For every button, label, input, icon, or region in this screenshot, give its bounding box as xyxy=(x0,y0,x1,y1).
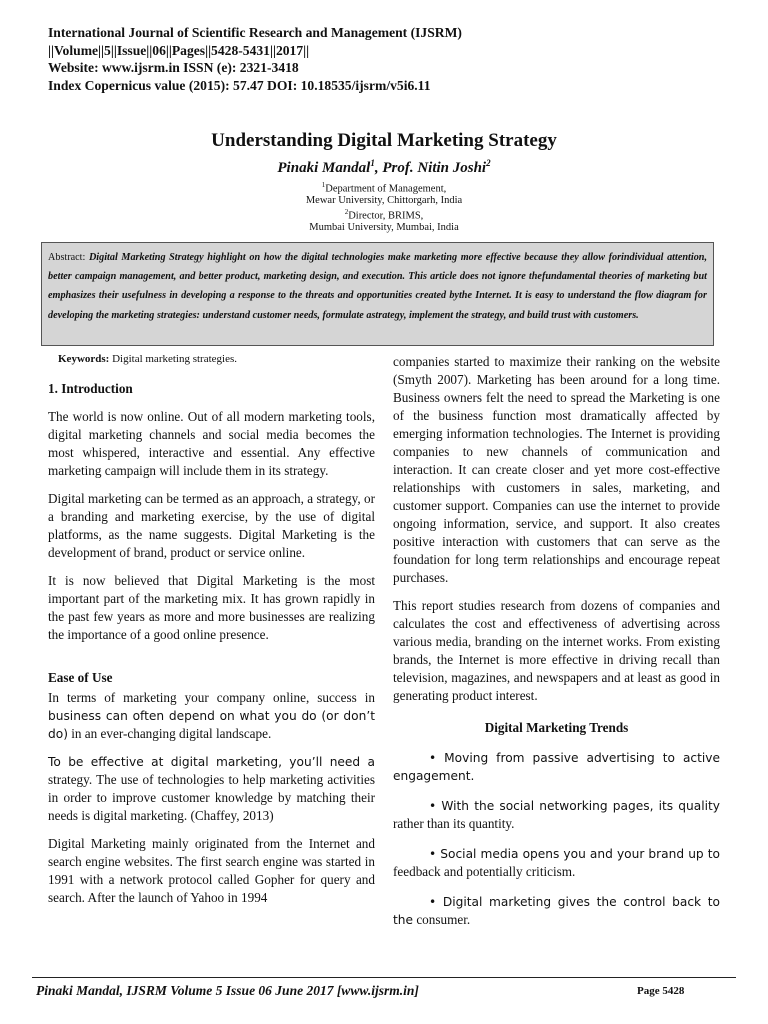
affil-sup-1: 1 xyxy=(321,181,326,189)
paragraph: The world is now online. Out of all modern marketing tools, digital marketing channels and social media becomes the most whispered, interactive and essential. Any effective marketing campaign will include them in its strategy. xyxy=(48,409,375,478)
footer-divider xyxy=(32,977,736,978)
author-1: Pinaki Mandal xyxy=(277,160,371,176)
bullet-item xyxy=(393,749,720,785)
abstract-text: Digital Marketing Strategy highlight on how the digital technologies make marketing more effective because they allow forindividual attention, better campaign management, and better product, marketing design, and execution. This article does not ignore thefundamental theories of marketing but emphasizes their usefulness in developing a response to the threats and opportunities created bythe Internet. It is easy to understand the flow diagram for developing the marketing strategies: understand customer needs, formulate astrategy, implement the strategy, and build trust with customers. xyxy=(48,252,707,321)
text-run: in an ever-changing digital landscape. xyxy=(67,726,272,741)
website-issn: Website: www.ijsrm.in ISSN (e): 2321-3418 xyxy=(48,60,299,75)
keywords-text: Digital marketing strategies. xyxy=(109,353,238,365)
doi-info: Index Copernicus value (2015): 57.47 DOI: 10.18535/ijsrm/v5i6.11 xyxy=(48,77,431,93)
paragraph xyxy=(48,753,375,825)
author-separator: , xyxy=(374,160,383,176)
text-run-sans: • Moving from passive advertising to active engagement. xyxy=(393,751,720,783)
text-run: In terms of marketing your company online, success in xyxy=(48,690,375,705)
paragraph xyxy=(48,689,375,743)
volume-info: ||Volume||5||Issue||06||Pages||5428-5431||2017|| xyxy=(48,42,310,58)
author-2-sup: 2 xyxy=(486,158,491,168)
abstract-box xyxy=(41,242,714,346)
footer-citation: Pinaki Mandal, IJSRM Volume 5 Issue 06 June 2017 [www.ijsrm.in] xyxy=(36,983,419,998)
subheading-ease-of-use: Ease of Use xyxy=(48,670,113,685)
keywords-label: Keywords: xyxy=(58,353,110,365)
text-run: rather than its quantity. xyxy=(393,816,515,831)
journal-header xyxy=(48,24,728,94)
paragraph: companies started to maximize their ranking on the website (Smyth 2007). Marketing has been around for a long time. Business owners felt the need to spread the Marketing is one of the business function most dramatically affected by emerging information technologies. The Internet is providing companies to new channels of communication and interaction. It can create closer and yet more cost-effective relationships with customers in sales, marketing, and customer support. Companies can use the internet to provide ongoing information, service, and support. It also creates positive interaction with customers that can serve as the foundation for long term relationships and encourage repeat purchases. xyxy=(393,354,720,585)
text-run: feedback and potentially criticism. xyxy=(393,864,576,879)
text-run-sans: • Digital marketing gives the control back to the xyxy=(393,895,720,927)
affil-line-3: Director, BRIMS, xyxy=(348,210,424,221)
affil-sup-2: 2 xyxy=(344,207,349,216)
author-2: Prof. Nitin Joshi xyxy=(382,160,487,176)
affiliations xyxy=(0,180,768,233)
text-run-sans: To be effective at digital marketing, you’ll need a xyxy=(48,755,375,769)
left-column xyxy=(48,362,375,907)
right-column xyxy=(393,353,720,929)
text-run: strategy. The use of technologies to help marketing activities in order to improve customer knowledge by matching their needs is digital marketing. (Chaffey, 2013) xyxy=(48,772,375,823)
text-run-sans: • With the social networking pages, its quality xyxy=(429,799,720,813)
paragraph: Digital marketing can be termed as an approach, a strategy, or a branding and marketing exercise, by the use of digital platforms, as the name suggests. Digital Marketing is the development of brand, product or service online. xyxy=(48,491,375,560)
journal-name: International Journal of Scientific Research and Management (IJSRM) xyxy=(48,25,462,40)
bullet-item xyxy=(393,845,720,881)
affil-line-1: Department of Management, xyxy=(325,183,447,195)
text-run-sans: business can often depend on what you do (or don’t do) xyxy=(48,709,375,741)
paragraph: This report studies research from dozens of companies and calculates the cost and effectiveness of advertising across various media, branding on the internet works. From existing brands, the Internet is more effective in driving recall than television, magazines, and newspapers and at least as good in generating product interest. xyxy=(393,598,720,703)
paragraph: It is now believed that Digital Marketing is the most important part of the marketing mix. It has grown rapidly in the past few years as more and more businesses are realizing the importance of a good online presence. xyxy=(48,573,375,642)
page-number: Page 5428 xyxy=(637,985,685,997)
text-run-sans: • Social media opens you and your brand up to xyxy=(429,847,720,861)
affil-line-2: Mewar University, Chittorgarh, India xyxy=(305,195,463,206)
bullet-item xyxy=(393,893,720,929)
section-heading-trends: Digital Marketing Trends xyxy=(484,720,629,735)
abstract-label: Abstract: xyxy=(48,252,89,263)
paragraph: Digital Marketing mainly originated from the Internet and search engine websites. The first search engine was started in 1991 with a network protocol called Gopher for query and search. After the launch of Yahoo in 1994 xyxy=(48,836,375,905)
author-1-sup: 1 xyxy=(370,158,375,168)
section-heading-introduction: 1. Introduction xyxy=(48,381,133,396)
bullet-item xyxy=(393,797,720,833)
paper-title: Understanding Digital Marketing Strategy xyxy=(211,130,557,151)
text-run: consumer. xyxy=(413,912,471,927)
author-line xyxy=(0,158,768,177)
affil-line-4: Mumbai University, Mumbai, India xyxy=(309,221,459,233)
